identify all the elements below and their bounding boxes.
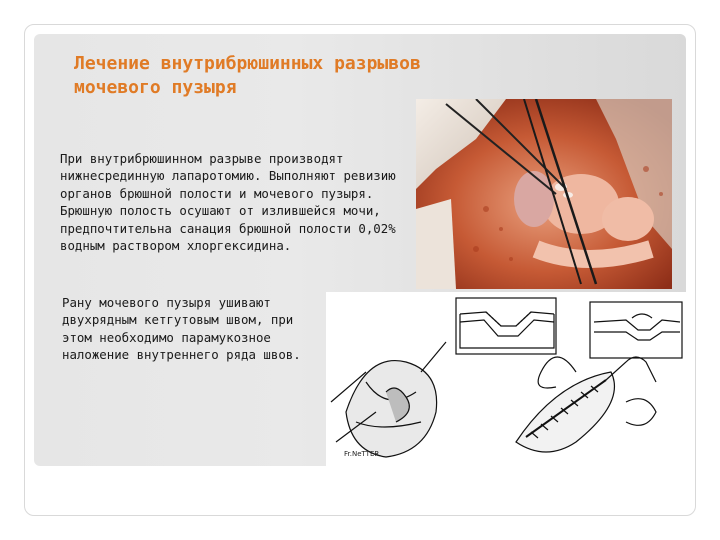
slide-title [74,52,614,100]
paragraph-suture: Рану мочевого пузыря ушивают двухрядным кетгутовым швом, при этом необходимо парамукозное наложение внутреннего ряда швов. [62,295,301,363]
paragraph-laparotomy: При внутрибрюшинном разрыве производят нижнесрединную лапаротомию. Выполняют ревизию органов брюшной полости и мочевого пузыря. Брюшную полость осушают от излившейся мочи, предпочтительна санация брюшной полости 0,02% водным раствором хлоргексидина. [60,151,396,254]
diagram-signature: Fr.NeTTER [344,450,380,458]
title-line-1: Лечение внутрибрюшинных разрывов [74,53,421,74]
suture-diagram [326,292,686,466]
surgical-photo [416,99,672,289]
title-line-2: мочевого пузыря [74,77,237,98]
